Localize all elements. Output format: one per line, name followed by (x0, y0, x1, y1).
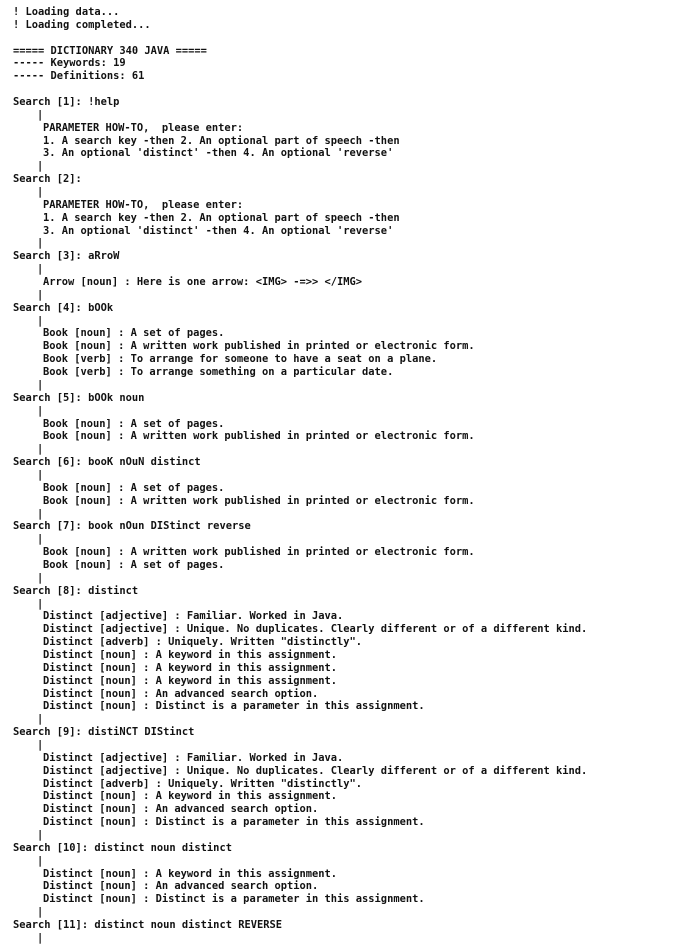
result-line: Distinct [noun] : A keyword in this assignment. (43, 648, 338, 661)
separator-bar: | (37, 443, 44, 456)
result-line: Book [noun] : A written work published in printed or electronic form. (43, 494, 475, 507)
separator-bar: | (37, 237, 44, 250)
search-prompt-line: Search [10]: distinct noun distinct (13, 841, 232, 854)
separator-bar: | (37, 288, 44, 301)
result-line: 3. An optional 'distinct' -then 4. An optional 'reverse' (43, 224, 394, 237)
separator-bar: | (37, 160, 44, 173)
console-blank-line (13, 32, 693, 45)
console-line: ----- Keywords: 19 (13, 57, 126, 70)
console-blank-line (13, 83, 693, 96)
result-line: Distinct [noun] : An advanced search option. (43, 687, 319, 700)
search-prompt-line: Search [8]: distinct (13, 584, 139, 597)
separator-bar: | (37, 597, 44, 610)
result-line: Arrow [noun] : Here is one arrow: <IMG> -=>> </IMG> (43, 276, 363, 289)
result-line: Book [verb] : To arrange something on a particular date. (43, 366, 394, 379)
console-line: ----- Definitions: 61 (13, 70, 145, 83)
separator-bar: | (37, 507, 44, 520)
separator-bar: | (37, 906, 44, 919)
search-prompt-line: Search [2]: (13, 173, 82, 186)
separator-bar: | (37, 829, 44, 841)
result-line: Distinct [noun] : A keyword in this assignment. (43, 790, 338, 803)
separator-bar: | (37, 713, 44, 726)
search-prompt-line: Search [6]: booK nOuN distinct (13, 456, 201, 469)
separator-bar: | (37, 533, 44, 546)
console-line: ===== DICTIONARY 340 JAVA ===== (13, 44, 207, 57)
search-prompt-line: Search [9]: distiNCT DIStinct (13, 726, 195, 739)
search-prompt-line: Search [4]: bOOk (13, 301, 114, 314)
result-line: Distinct [noun] : An advanced search option. (43, 880, 319, 893)
result-line: Book [noun] : A written work published in printed or electronic form. (43, 340, 475, 353)
separator-bar: | (37, 931, 44, 944)
result-line: Book [noun] : A set of pages. (43, 558, 225, 571)
result-line: Distinct [noun] : Distinct is a parameter in this assignment. (43, 700, 425, 713)
separator-bar: | (37, 404, 44, 417)
search-prompt-line: Search [7]: book nOun DIStinct reverse (13, 520, 251, 533)
result-line: Distinct [adjective] : Unique. No duplicates. Clearly different or of a different kind. (43, 623, 588, 636)
search-prompt-line: Search [1]: !help (13, 96, 120, 109)
result-line: 3. An optional 'distinct' -then 4. An optional 'reverse' (43, 147, 394, 160)
result-line: Distinct [noun] : Distinct is a parameter in this assignment. (43, 816, 425, 829)
separator-bar: | (37, 108, 44, 121)
console-line: ! Loading completed... (13, 18, 151, 31)
result-line: PARAMETER HOW-TO, please enter: (43, 121, 244, 134)
console-line: ! Loading data... (13, 6, 120, 18)
result-line: Distinct [adjective] : Familiar. Worked in Java. (43, 610, 344, 623)
result-line: Book [noun] : A set of pages. (43, 481, 225, 494)
separator-bar: | (37, 378, 44, 391)
result-line: Distinct [adverb] : Uniquely. Written "distinctly". (43, 777, 363, 790)
separator-bar: | (37, 263, 44, 276)
result-line: 1. A search key -then 2. An optional part of speech -then (43, 211, 400, 224)
result-line: Book [verb] : To arrange for someone to have a seat on a plane. (43, 353, 438, 366)
result-line: Book [noun] : A written work published in printed or electronic form. (43, 546, 475, 559)
result-line: Distinct [noun] : A keyword in this assignment. (43, 674, 338, 687)
result-line: PARAMETER HOW-TO, please enter: (43, 198, 244, 211)
separator-bar: | (37, 854, 44, 867)
result-line: Book [noun] : A written work published in printed or electronic form. (43, 430, 475, 443)
search-prompt-line: Search [5]: bOOk noun (13, 391, 145, 404)
result-line: Distinct [adjective] : Familiar. Worked in Java. (43, 751, 344, 764)
result-line: Book [noun] : A set of pages. (43, 417, 225, 430)
result-line: Distinct [adverb] : Uniquely. Written "distinctly". (43, 636, 363, 649)
result-line: Distinct [noun] : An advanced search option. (43, 803, 319, 816)
result-line: Distinct [noun] : A keyword in this assignment. (43, 867, 338, 880)
search-prompt-line: Search [11]: distinct noun distinct REVERSE (13, 919, 282, 932)
result-line: Distinct [noun] : Distinct is a parameter in this assignment. (43, 893, 425, 906)
result-line: Distinct [noun] : A keyword in this assignment. (43, 661, 338, 674)
separator-bar: | (37, 468, 44, 481)
separator-bar: | (37, 186, 44, 199)
result-line: 1. A search key -then 2. An optional part of speech -then (43, 134, 400, 147)
search-prompt-line: Search [3]: aRroW (13, 250, 120, 263)
result-line: Distinct [adjective] : Unique. No duplicates. Clearly different or of a different kind. (43, 764, 588, 777)
separator-bar: | (37, 314, 44, 327)
result-line: Book [noun] : A set of pages. (43, 327, 225, 340)
separator-bar: | (37, 738, 44, 751)
separator-bar: | (37, 571, 44, 584)
